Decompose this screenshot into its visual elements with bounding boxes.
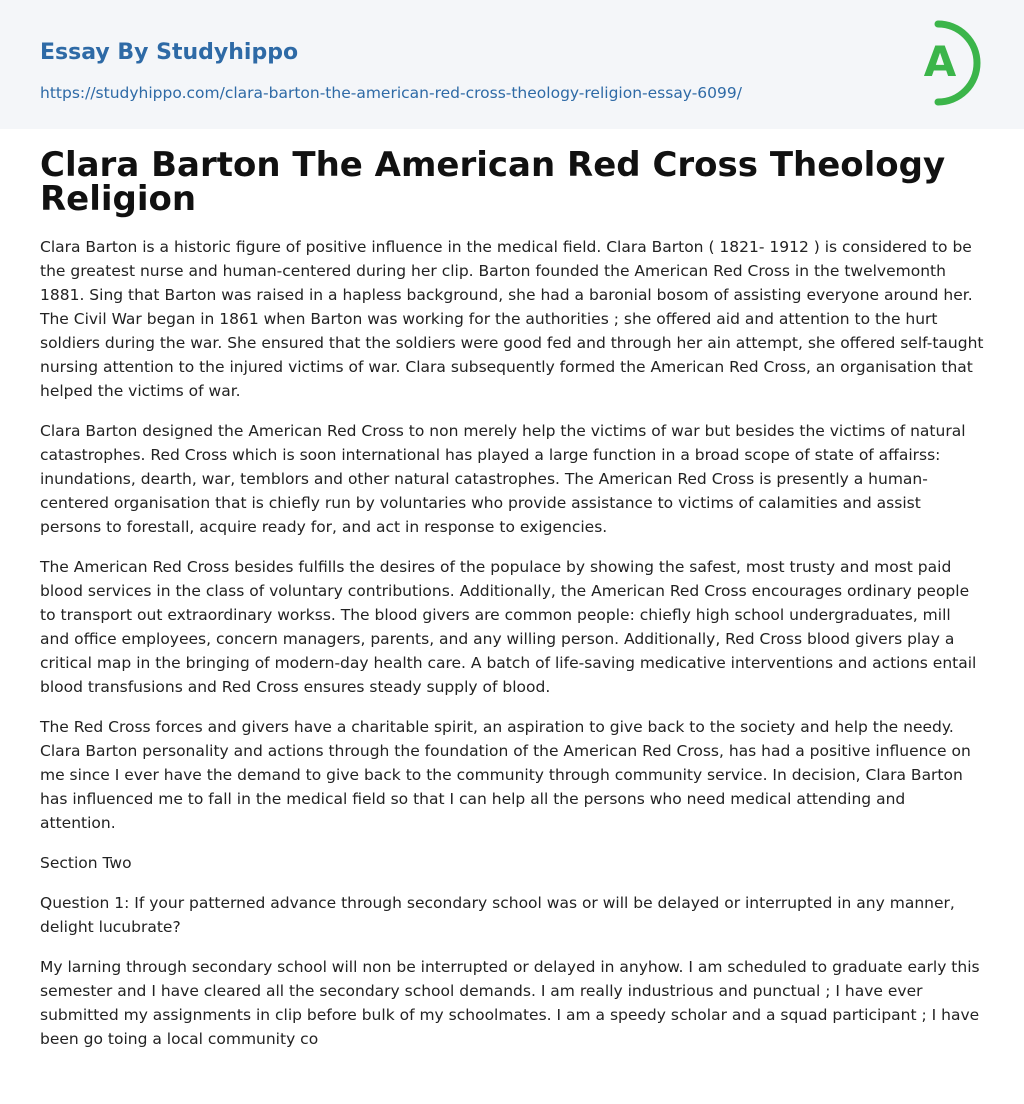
essay-paragraph: The American Red Cross besides fulfills the desires of the populace by showing the safest, most trusty and most paid blood services in the class of voluntary contributions. Additionally, the American Red Cross encourages ordinary people to transport out extraordinary workss. The blood givers are common people: chiefly high school undergraduates, mill and office employees, concern managers, parents, and any willing person. Additionally, Red Cross blood givers play a critical map in the bringing of modern-day health care. A batch of life-saving medicative interventions and actions entail blood transfusions and Red Cross ensures steady supply of blood. xyxy=(40,558,977,696)
essay-question: Question 1: If your patterned advance through secondary school was or will be delayed or interrupted in any manner, delight lucubrate? xyxy=(40,894,955,936)
section-heading: Section Two xyxy=(40,854,132,872)
brand-title-link[interactable]: Essay By Studyhippo xyxy=(40,40,299,65)
studyhippo-logo-icon[interactable] xyxy=(910,18,990,108)
essay-paragraph: Clara Barton designed the American Red Cross to non merely help the victims of war but besides the victims of natural catastrophes. Red Cross which is soon international has played a large function in a broad scope of state of affairss: inundations, dearth, war, temblors and other natural catastrophes. The American Red Cross is presently a human-centered organisation that is chiefly run by voluntaries who provide assistance to victims of calamities and assist persons to forestall, acquire ready for, and act in response to exigencies. xyxy=(40,422,966,536)
essay-paragraph: My larning through secondary school will non be interrupted or delayed in anyhow. I am scheduled to graduate early this semester and I have cleared all the secondary school demands. I am really industrious and punctual ; I have ever submitted my assignments in clip before bulk of my schoolmates. I am a speedy scholar and a squad participant ; I have been go toing a local community co xyxy=(40,958,980,1048)
essay-body xyxy=(40,235,984,1051)
essay-paragraph: The Red Cross forces and givers have a charitable spirit, an aspiration to give back to the society and help the needy. Clara Barton personality and actions through the foundation of the American Red Cross, has had a positive influence on me since I ever have the demand to give back to the community through community service. In decision, Clara Barton has influenced me to fall in the medical field so that I can help all the persons who need medical attending and attention. xyxy=(40,718,971,832)
source-url-link[interactable]: https://studyhippo.com/clara-barton-the-american-red-cross-theology-religion-essay-6099/ xyxy=(40,84,742,102)
logo-letter: A xyxy=(923,37,957,86)
essay-paragraph: Clara Barton is a historic figure of positive influence in the medical field. Clara Barton ( 1821- 1912 ) is considered to be the greatest nurse and human-centered during her clip. Barton founded the American Red Cross in the twelvemonth 1881. Sing that Barton was raised in a hapless background, she had a baronial bosom of assisting everyone around her. The Civil War began in 1861 when Barton was working for the authorities ; she offered aid and attention to the hurt soldiers during the war. She ensured that the soldiers were good fed and through her ain attempt, she offered self-taught nursing attention to the injured victims of war. Clara subsequently formed the American Red Cross, an organisation that helped the victims of war. xyxy=(40,238,984,400)
essay-content xyxy=(0,129,1024,1051)
site-header xyxy=(0,0,1024,129)
essay-title: Clara Barton The American Red Cross Theology Religion xyxy=(40,145,946,219)
